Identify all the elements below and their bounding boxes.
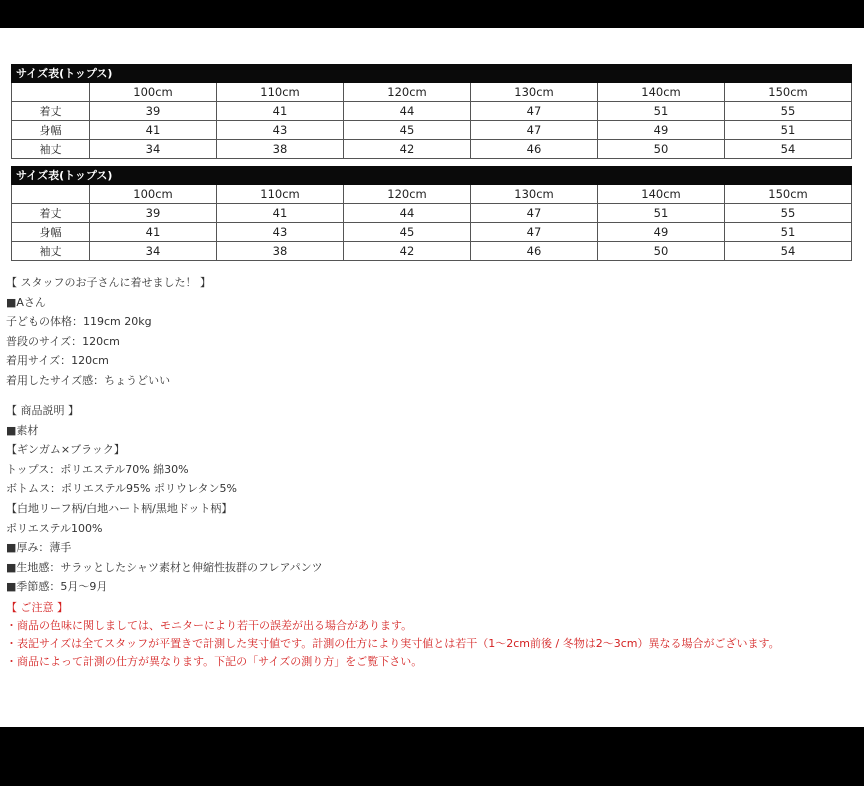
text-line: ■生地感：サラッとしたシャツ素材と伸縮性抜群のフレアパンツ xyxy=(6,560,323,574)
table-cell: 54 xyxy=(725,242,852,261)
text-line: 普段のサイズ：120cm xyxy=(6,334,120,348)
size-header-cell: 140cm xyxy=(598,83,725,102)
table-cell: 46 xyxy=(471,140,598,159)
table-cell: 55 xyxy=(725,204,852,223)
table-cell: 41 xyxy=(90,121,217,140)
table-cell: 43 xyxy=(217,121,344,140)
size-header-cell: 150cm xyxy=(725,185,852,204)
text-line: 【ギンガム×ブラック】 xyxy=(6,443,125,457)
text-line: 着用サイズ：120cm xyxy=(6,354,109,368)
top-black-bar xyxy=(0,0,864,28)
table-cell: 44 xyxy=(344,204,471,223)
table-row xyxy=(12,204,852,223)
text-line: ■厚み：薄手 xyxy=(6,541,72,555)
table-cell: 50 xyxy=(598,242,725,261)
size-header-cell: 140cm xyxy=(598,185,725,204)
table-cell: 49 xyxy=(598,223,725,242)
table-cell: 41 xyxy=(217,102,344,121)
text-line: ■素材 xyxy=(6,423,39,437)
table-cell: 46 xyxy=(471,242,598,261)
table-row xyxy=(12,223,852,242)
size-table-title: サイズ表(トップス) xyxy=(12,65,852,83)
size-header-cell: 110cm xyxy=(217,83,344,102)
section-heading: 【 商品説明 】 xyxy=(6,404,79,417)
row-label: 身幅 xyxy=(12,121,90,140)
notice-line: ・表記サイズは全てスタッフが平置きで計測した実寸値です。計測の仕方により実寸値とは若干（1～2cm前後 / 冬物は2～3cm）異なる場合がございます。 xyxy=(6,637,780,650)
section-heading: 【 スタッフのお子さんに着せました！ 】 xyxy=(6,276,211,289)
table-cell: 38 xyxy=(217,140,344,159)
table-cell: 50 xyxy=(598,140,725,159)
table-cell: 45 xyxy=(344,121,471,140)
table-cell: 34 xyxy=(90,140,217,159)
table-cell: 47 xyxy=(471,204,598,223)
row-label: 身幅 xyxy=(12,223,90,242)
table-row xyxy=(12,242,852,261)
table-cell: 51 xyxy=(598,204,725,223)
staff-review-section xyxy=(6,273,211,391)
text-line: 子どもの体格：119cm 20kg xyxy=(6,315,152,329)
table-cell: 39 xyxy=(90,102,217,121)
table-cell: 45 xyxy=(344,223,471,242)
table-cell: 41 xyxy=(217,204,344,223)
notice-line: ・商品の色味に関しましては、モニターにより若干の誤差が出る場合があります。 xyxy=(6,619,413,632)
table-cell: 47 xyxy=(471,121,598,140)
size-table-title-row xyxy=(12,65,852,83)
table-cell: 39 xyxy=(90,204,217,223)
table-cell: 55 xyxy=(725,102,852,121)
table-row xyxy=(12,102,852,121)
size-header-cell: 150cm xyxy=(725,83,852,102)
text-line: ボトムス：ポリエステル95% ポリウレタン5% xyxy=(6,482,237,496)
size-header-cell: 130cm xyxy=(471,185,598,204)
size-table-2 xyxy=(11,166,852,261)
empty-corner-cell xyxy=(12,185,90,204)
empty-corner-cell xyxy=(12,83,90,102)
text-line: ポリエステル100% xyxy=(6,521,103,535)
table-cell: 42 xyxy=(344,140,471,159)
table-cell: 49 xyxy=(598,121,725,140)
table-cell: 47 xyxy=(471,102,598,121)
size-header-row xyxy=(12,185,852,204)
section-heading: 【 ご注意 】 xyxy=(6,601,68,614)
size-header-cell: 100cm xyxy=(90,185,217,204)
table-cell: 51 xyxy=(725,223,852,242)
text-line: 着用したサイズ感：ちょうどいい xyxy=(6,373,171,387)
table-row xyxy=(12,140,852,159)
size-header-cell: 100cm xyxy=(90,83,217,102)
table-cell: 51 xyxy=(598,102,725,121)
text-line: トップス：ポリエステル70% 綿30% xyxy=(6,462,189,476)
size-header-cell: 120cm xyxy=(344,185,471,204)
table-cell: 44 xyxy=(344,102,471,121)
notice-line: ・商品によって計測の仕方が異なります。下記の「サイズの測り方」をご覧下さい。 xyxy=(6,655,423,668)
table-cell: 51 xyxy=(725,121,852,140)
size-header-cell: 110cm xyxy=(217,185,344,204)
table-row xyxy=(12,121,852,140)
size-table-1 xyxy=(11,64,852,159)
text-line: ■Aさん xyxy=(6,295,46,309)
row-label: 着丈 xyxy=(12,204,90,223)
size-header-cell: 130cm xyxy=(471,83,598,102)
notice-section xyxy=(6,599,780,671)
size-header-row xyxy=(12,83,852,102)
table-cell: 34 xyxy=(90,242,217,261)
size-header-cell: 120cm xyxy=(344,83,471,102)
row-label: 袖丈 xyxy=(12,140,90,159)
table-cell: 54 xyxy=(725,140,852,159)
size-table-title: サイズ表(トップス) xyxy=(12,167,852,185)
size-table-title-row xyxy=(12,167,852,185)
product-description-section xyxy=(6,401,323,597)
table-cell: 41 xyxy=(90,223,217,242)
table-cell: 43 xyxy=(217,223,344,242)
row-label: 袖丈 xyxy=(12,242,90,261)
text-line: 【白地リーフ柄/白地ハート柄/黒地ドット柄】 xyxy=(6,501,233,515)
bottom-black-bar xyxy=(0,727,864,786)
table-cell: 42 xyxy=(344,242,471,261)
row-label: 着丈 xyxy=(12,102,90,121)
text-line: ■季節感：5月～9月 xyxy=(6,580,108,594)
table-cell: 38 xyxy=(217,242,344,261)
table-cell: 47 xyxy=(471,223,598,242)
